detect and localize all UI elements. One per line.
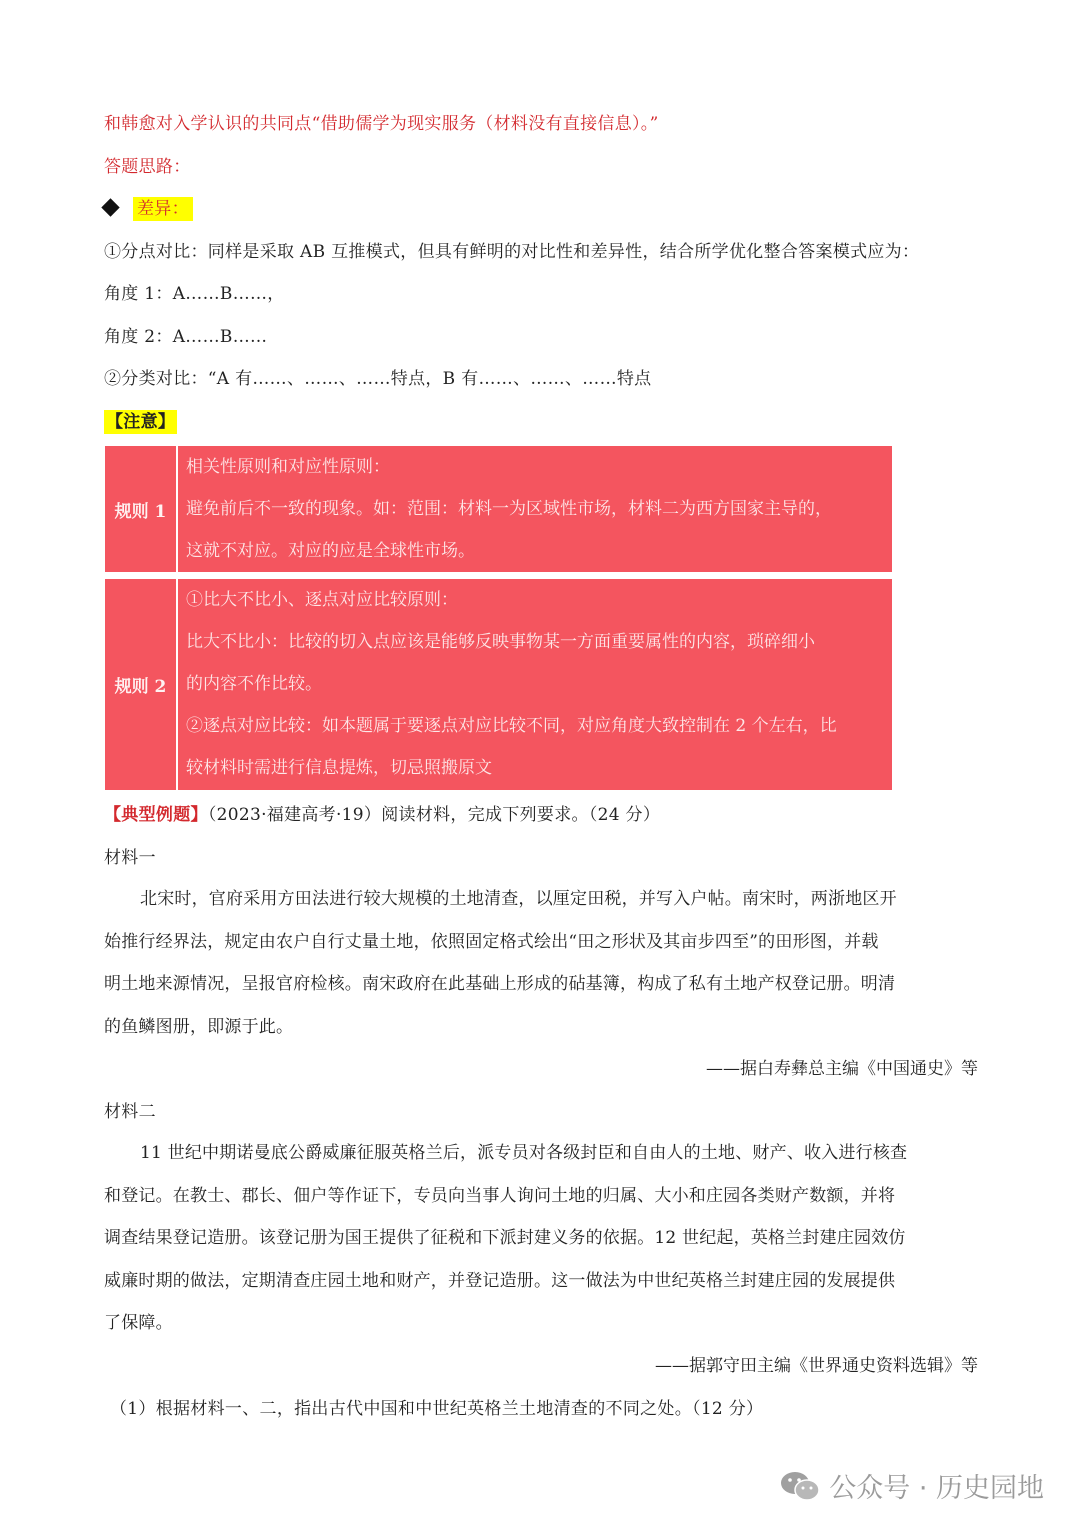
intro-line-2: 答题思路： bbox=[104, 157, 191, 177]
diff-heading bbox=[104, 197, 193, 221]
diff-label: 差异： bbox=[133, 197, 193, 221]
rule-box-2 bbox=[103, 577, 894, 792]
material1-title: 材料一 bbox=[104, 848, 156, 868]
rule-label: 规则 2 bbox=[105, 579, 178, 790]
rule-line: 避免前后不一致的现象。如：范围：材料一为区域性市场，材料二为西方国家主导的， bbox=[186, 499, 832, 519]
rule-line: 的内容不作比较。 bbox=[186, 674, 322, 694]
diff-line-1: ①分点对比：同样是采取 AB 互推模式，但具有鲜明的对比性和差异性，结合所学优化整合答案模式应为： bbox=[104, 242, 920, 262]
material1-source: ——据白寿彝总主编《中国通史》等 bbox=[706, 1059, 978, 1079]
example-tag: 【典型例题】 bbox=[104, 805, 208, 825]
material2-title: 材料二 bbox=[104, 1102, 156, 1122]
rule-box-1 bbox=[103, 444, 894, 574]
paragraph-line: 了保障。 bbox=[104, 1313, 173, 1333]
paragraph-line: 和登记。在教士、郡长、佃户等作证下，专员向当事人询问土地的归属、大小和庄园各类财产数额，并将 bbox=[104, 1185, 896, 1206]
rule-line: 相关性原则和对应性原则： bbox=[186, 457, 390, 477]
watermark-text: 公众号 · 历史园地 bbox=[829, 1473, 1044, 1504]
material1-paragraph bbox=[104, 878, 978, 1048]
wechat-icon bbox=[779, 1470, 821, 1502]
paragraph-line: 的鱼鳞图册，即源于此。 bbox=[104, 1016, 294, 1037]
rule-line: 这就不对应。对应的应是全球性市场。 bbox=[186, 541, 475, 561]
paragraph-line: 威廉时期的做法，定期清查庄园土地和财产，并登记造册。这一做法为中世纪英格兰封建庄园的发展提供 bbox=[104, 1270, 896, 1291]
note-heading bbox=[104, 410, 177, 434]
diff-line-4: ②分类对比：“A 有……、……、……特点，B 有……、……、……特点 bbox=[104, 369, 652, 389]
question-line: （1）根据材料一、二，指出古代中国和中世纪英格兰土地清查的不同之处。（12 分） bbox=[110, 1399, 764, 1419]
note-tag: 【注意】 bbox=[106, 412, 176, 432]
paragraph-line: 明土地来源情况，呈报官府检核。南宋政府在此基础上形成的砧基簿，构成了私有土地产权登记册。明清 bbox=[104, 974, 896, 994]
diamond-bullet-icon bbox=[101, 198, 119, 216]
paragraph-line: 调查结果登记造册。该登记册为国王提供了征税和下派封建义务的依据。12 世纪起，英格兰封建庄园效仿 bbox=[104, 1228, 906, 1248]
watermark bbox=[779, 1466, 1044, 1505]
paragraph-line: 11 世纪中期诺曼底公爵威廉征服英格兰后，派专员对各级封臣和自由人的土地、财产、收入进行核查 bbox=[140, 1143, 908, 1163]
rule-line: 比大不比小：比较的切入点应该是能够反映事物某一方面重要属性的内容，琐碎细小 bbox=[186, 632, 815, 652]
material2-paragraph bbox=[104, 1132, 978, 1345]
example-text: （2023·福建高考·19）阅读材料，完成下列要求。（24 分） bbox=[207, 805, 661, 825]
rule-line: ②逐点对应比较：如本题属于要逐点对应比较不同，对应角度大致控制在 2 个左右，比 bbox=[186, 716, 837, 736]
example-heading bbox=[104, 803, 660, 827]
rule-body bbox=[186, 446, 884, 572]
rule-body bbox=[186, 579, 884, 789]
rule-line: 较材料时需进行信息提炼，切忌照搬原文 bbox=[186, 758, 492, 778]
rule-label: 规则 1 bbox=[105, 446, 178, 572]
diff-line-2: 角度 1：A……B……， bbox=[104, 284, 285, 304]
paragraph-line: 北宋时，官府采用方田法进行较大规模的土地清查，以厘定田税，并写入户帖。南宋时，两浙地区开 bbox=[140, 889, 897, 909]
intro-line-1: 和韩愈对入学认识的共同点“借助儒学为现实服务（材料没有直接信息）。” bbox=[104, 114, 659, 134]
paragraph-line: 始推行经界法，规定由农户自行丈量土地，依照固定格式绘出“田之形状及其亩步四至”的田形图，并载 bbox=[104, 931, 879, 952]
rule-line: ①比大不比小、逐点对应比较原则： bbox=[186, 590, 458, 610]
diff-line-3: 角度 2：A……B…… bbox=[104, 327, 268, 347]
material2-source: ——据郭守田主编《世界通史资料选辑》等 bbox=[655, 1356, 978, 1376]
